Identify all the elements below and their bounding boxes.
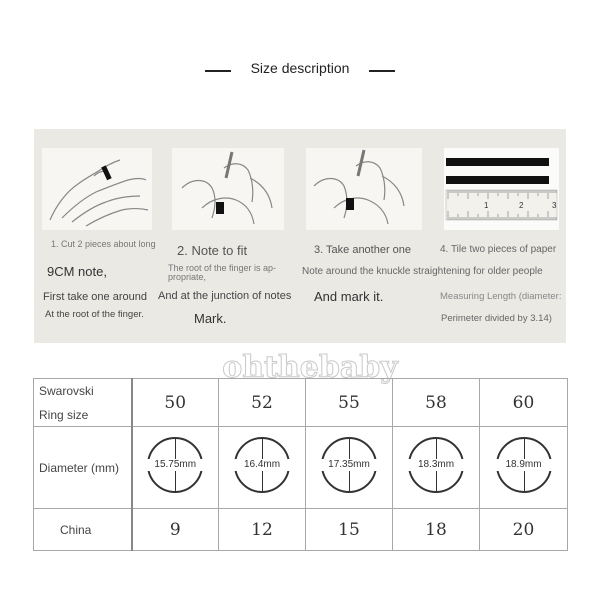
ruler-number-1: 1 bbox=[484, 201, 489, 210]
hand-illustration-1 bbox=[42, 148, 152, 230]
step3-sub: Note around the knuckle straightening for older people bbox=[302, 266, 543, 277]
china-size-cell: 9 bbox=[132, 509, 219, 551]
diameter-cell bbox=[132, 427, 219, 509]
ring-size-cell: 60 bbox=[480, 379, 568, 427]
step1-heading: 1. Cut 2 pieces about long bbox=[51, 239, 156, 249]
measurement-steps-panel bbox=[34, 129, 566, 343]
table-row-china bbox=[34, 509, 568, 551]
ring-size-cell: 50 bbox=[132, 379, 219, 427]
hand-illustration-3 bbox=[306, 148, 422, 230]
watermark-text: ohthebaby bbox=[222, 350, 398, 385]
table-row-diameter bbox=[34, 427, 568, 509]
ring-size-table bbox=[33, 378, 568, 551]
ring-size-cell: 55 bbox=[306, 379, 393, 427]
diameter-value: 18.9mm bbox=[492, 459, 556, 471]
step2-sub: The root of the finger is ap-propriate, bbox=[168, 263, 277, 283]
marking-note-icon bbox=[172, 148, 284, 230]
row-label-diameter: Diameter (mm) bbox=[34, 427, 132, 509]
ruler-illustration bbox=[444, 148, 559, 230]
row-label-swarovski-brand: Swarovski bbox=[39, 383, 94, 398]
diameter-value: 16.4mm bbox=[230, 459, 294, 471]
ring-circle-icon bbox=[234, 437, 290, 493]
row-label-ring-size: Ring size bbox=[39, 407, 89, 422]
china-size-cell: 18 bbox=[393, 509, 480, 551]
section-title bbox=[0, 58, 600, 80]
step3-heading: 3. Take another one bbox=[314, 244, 412, 256]
diameter-value: 17.35mm bbox=[317, 459, 381, 471]
table-row-ring-size bbox=[34, 379, 568, 427]
step4-line1: Measuring Length (diameter: bbox=[440, 291, 562, 302]
ruler-number-3: 3 bbox=[552, 201, 557, 210]
ring-circle-icon bbox=[496, 437, 552, 493]
ring-size-cell: 52 bbox=[219, 379, 306, 427]
step1-line1: First take one around bbox=[43, 291, 147, 303]
ring-size-cell: 58 bbox=[393, 379, 480, 427]
hand-with-band-icon bbox=[42, 148, 152, 230]
diameter-value: 18.3mm bbox=[404, 459, 468, 471]
ruler-icon bbox=[444, 148, 559, 230]
step2-line1: And at the junction of notes bbox=[158, 290, 292, 302]
diameter-cell bbox=[480, 427, 568, 509]
step1-line2: At the root of the finger. bbox=[45, 309, 144, 320]
china-size-cell: 20 bbox=[480, 509, 568, 551]
diameter-cell bbox=[219, 427, 306, 509]
title-line-left bbox=[205, 70, 231, 72]
ring-circle-icon bbox=[147, 437, 203, 493]
diameter-cell bbox=[306, 427, 393, 509]
step4-heading: 4. Tile two pieces of paper bbox=[440, 244, 557, 255]
china-size-cell: 15 bbox=[306, 509, 393, 551]
step3-line1: And mark it. bbox=[314, 289, 384, 304]
marking-knuckle-icon bbox=[306, 148, 422, 230]
row-label-swarovski bbox=[34, 379, 132, 427]
diameter-value: 15.75mm bbox=[143, 459, 207, 471]
page-title: Size description bbox=[250, 60, 350, 76]
title-line-right bbox=[369, 70, 395, 72]
hand-illustration-2 bbox=[172, 148, 284, 230]
diameter-cell bbox=[393, 427, 480, 509]
ring-circle-icon bbox=[321, 437, 377, 493]
row-label-china: China bbox=[34, 509, 132, 551]
china-size-cell: 12 bbox=[219, 509, 306, 551]
step1-note: 9CM note, bbox=[47, 264, 107, 279]
ring-circle-icon bbox=[408, 437, 464, 493]
step4-line2: Perimeter divided by 3.14) bbox=[441, 313, 552, 324]
step2-heading: 2. Note to fit bbox=[177, 243, 248, 258]
ruler-number-2: 2 bbox=[519, 201, 524, 210]
step2-line2: Mark. bbox=[194, 311, 227, 326]
